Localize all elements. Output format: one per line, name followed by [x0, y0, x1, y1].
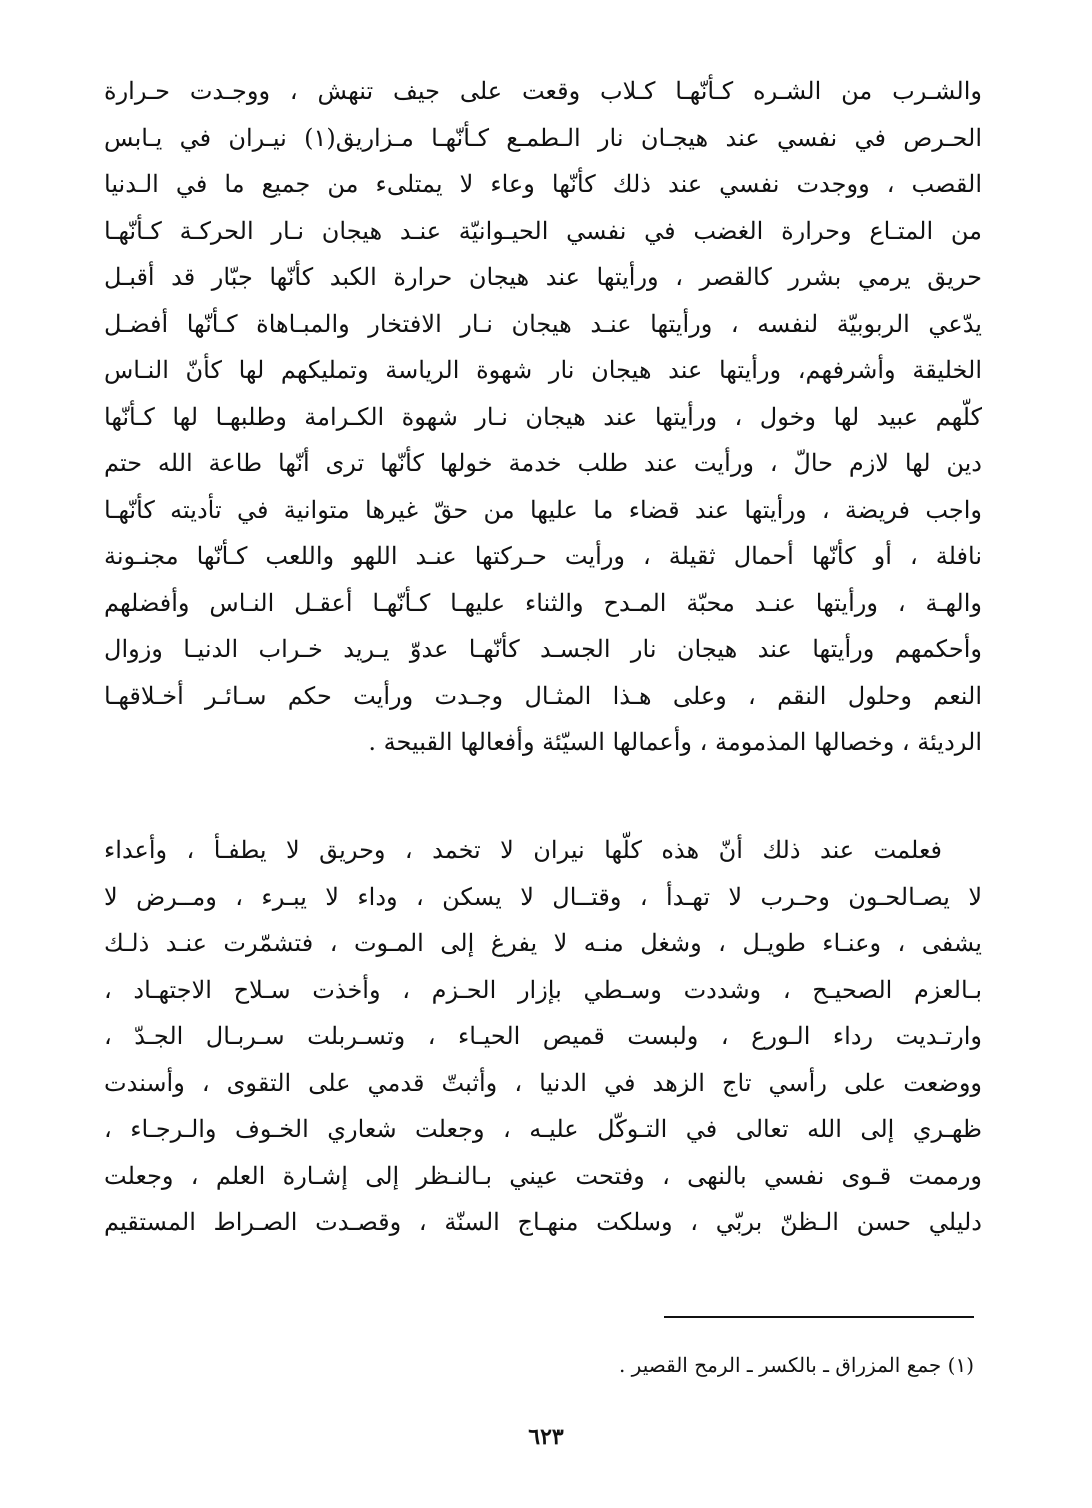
- text-line: القصب ، ووجدت نفسي عند ذلك كأنّها وعاء لا يمتلىء من جميع ما في الـدنيا: [104, 170, 982, 198]
- footnote-separator: [664, 1316, 974, 1318]
- text-line: النعم وحلول النقم ، وعلى هـذا المثـال وجـدت ورأيت حكم سـائـر أخـلاقهـا: [104, 681, 982, 710]
- text-line: فعلمت عند ذلك أنّ هذه كلّها نيران لا تخمد ، وحريق لا يطفـأ ، وأعداء: [104, 836, 942, 864]
- text-line: حريق يرمي بشرر كالقصر ، ورأيتها عند هيجان حرارة الكبد كأنّها جبّار قد أقبـل: [104, 263, 982, 291]
- text-line: واجب فريضة ، ورأيتها عند قضاء ما عليها من حقّ غيرها متوانية في تأديته كأنّهـا: [104, 495, 982, 524]
- text-line: كلّهم عبيد لها وخول ، ورأيتها عند هيجان نـار شهوة الكـرامة وطلبهـا لها كـأنّها: [104, 402, 982, 431]
- text-line: يشفى ، وعنـاء طويـل ، وشغل منـه لا يفرغ إلى المـوت ، فتشمّرت عنـد ذلـك: [104, 929, 982, 957]
- text-line: نافلة ، أو كأنّها أحمال ثقيلة ، ورأيت حـركتها عنـد اللهو واللعب كـأنّها مجنـونة: [104, 542, 982, 570]
- text-line: يدّعي الربوبيّة لنفسه ، ورأيتها عنـد هيجان نـار الافتخار والمبـاهاة كـأنّها أفضـل: [104, 309, 982, 338]
- text-line: لا يصـالحـون وحـرب لا تهـدأ ، وقتــال لا يسكن ، وداء لا يبـرء ، ومــرض لا: [104, 882, 982, 911]
- text-line: بـالعزم الصحيـح ، وشددت وسـطي بإزار الحـزم ، وأخذت سـلاح الاجتهـاد ،: [104, 975, 982, 1004]
- text-line: ظهـري إلى الله تعالى في التـوكّل عليـه ، وجعلت شعاري الخـوف والـرجـاء ،: [104, 1115, 982, 1143]
- text-line: دين لها لازم حالّ ، ورأيت عند طلب خدمة خولها كأنّها ترى أنّها طاعة الله حتم: [104, 449, 982, 477]
- text-line: ووضعت على رأسي تاج الزهد في الدنيا ، وأثبتّ قدمي على التقوى ، وأسندت: [104, 1068, 982, 1097]
- paragraph-1: [104, 68, 982, 766]
- footnote: (١) جمع المزراق ـ بالكسر ـ الرمح القصير .: [618, 1353, 974, 1377]
- text-line: الرديئة ، وخصالها المذمومة ، وأعمالها السيّئة وأفعالها القبيحة .: [368, 728, 982, 756]
- text-line: الخليقة وأشرفهم، ورأيتها عند هيجان نار شهوة الرياسة وتمليكهم لها كأنّ النـاس: [104, 356, 982, 384]
- text-line: والشـرب من الشـره كـأنّهـا كـلاب وقعت على جيف تنهش ، ووجـدت حـرارة: [104, 77, 982, 105]
- text-line: دليلي حسن الـظنّ بربّي ، وسلكت منهـاج السنّة ، وقصـدت الصـراط المستقيم: [104, 1208, 982, 1236]
- text-line: الحـرص في نفسي عند هيجـان نار الـطمـع كـأنّهـا مـزاريق(١) نيـران في يـابس: [104, 123, 982, 152]
- text-line: وارتـديت رداء الـورع ، ولبست قميص الحيـاء ، وتسـربلت سـربـال الجـدّ ،: [104, 1022, 982, 1050]
- text-line: من المتـاع وحرارة الغضب في نفسي الحيـوانيّة عنـد هيجان نـار الحركـة كـأنّهـا: [104, 216, 982, 245]
- text-line: والهـة ، ورأيتها عنـد محبّة المـدح والثناء عليهـا كـأنّهـا أعقـل النـاس وأفضلهم: [104, 588, 982, 617]
- page-number: ٦٢٣: [528, 1424, 564, 1450]
- paragraph-2: [104, 827, 982, 1246]
- text-line: ورممت قـوى نفسي بالنهى ، وفتحت عيني بـالنـظر إلى إشـارة العلم ، وجعلت: [104, 1161, 982, 1190]
- text-line: وأحكمهم ورأيتها عند هيجان نار الجسـد كأنّهـا عدوّ يـريد خـراب الدنيـا وزوال: [104, 635, 982, 663]
